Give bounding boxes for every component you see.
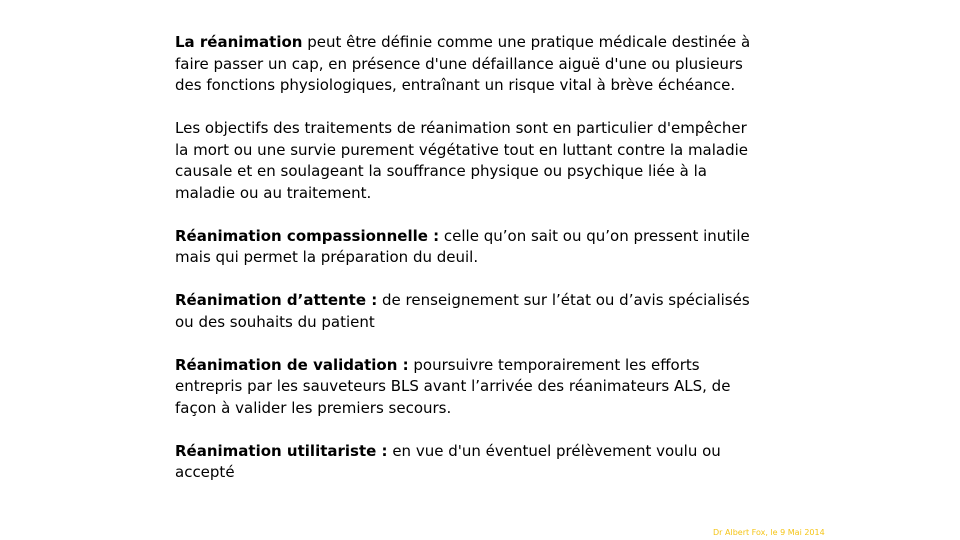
utilitariste-text: en vue d'un éventuel prélèvement voulu ou accepté xyxy=(175,441,721,481)
validation-text: poursuivre temporairement les efforts entrepris par les sauveteurs BLS avant l’arrivée des réanimateurs ALS, de façon à valider les premiers secours. xyxy=(175,355,731,417)
term-compassionnelle: Réanimation compassionnelle : xyxy=(175,226,440,245)
paragraph-validation xyxy=(175,355,755,420)
attente-text: de renseignement sur l’état ou d’avis spécialisés ou des souhaits du patient xyxy=(175,291,750,331)
term-utilitariste: Réanimation utilitariste : xyxy=(175,441,388,460)
term-validation: Réanimation de validation : xyxy=(175,355,409,374)
objectives-text: Les objectifs des traitements de réanimation sont en particulier d'empêcher la mort ou une survie purement végétative tout en luttant contre la maladie causale et en soulageant la souffrance physique ou psychique liée à la maladie ou au traitement. xyxy=(175,119,749,202)
paragraph-compassionnelle xyxy=(175,226,755,269)
footer-author-date: Dr Albert Fox, le 9 Mai 2014 xyxy=(713,528,825,537)
paragraph-definition xyxy=(175,32,755,97)
definition-text: peut être définie comme une pratique médicale destinée à faire passer un cap, en présence d'une défaillance aiguë d'une ou plusieurs des fonctions physiologiques, entraînant un risque vital à brève échéance. xyxy=(175,33,751,94)
compassionnelle-text: celle qu’on sait ou qu’on pressent inutile mais qui permet la préparation du deuil. xyxy=(175,226,750,266)
paragraph-objectives xyxy=(175,118,755,204)
paragraph-utilitariste xyxy=(175,441,755,484)
slide-body xyxy=(175,32,755,505)
term-attente: Réanimation d’attente : xyxy=(175,291,378,309)
term-reanimation: La réanimation xyxy=(175,33,303,51)
paragraph-attente xyxy=(175,290,755,333)
